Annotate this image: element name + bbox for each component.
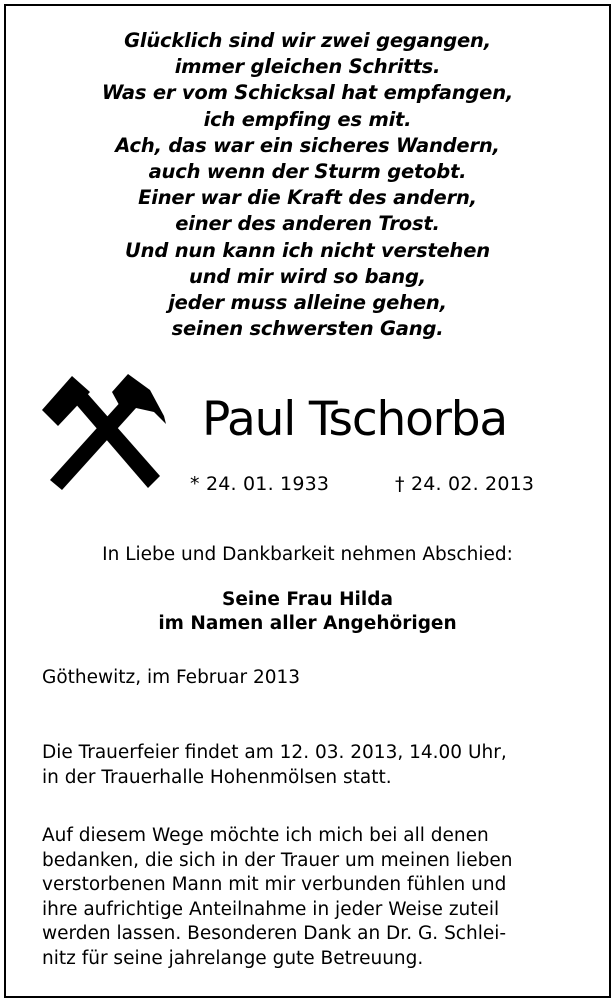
poem-line: Was er vom Schicksal hat empfangen,	[101, 81, 514, 105]
deceased-name: Paul Tschorba	[202, 392, 507, 447]
poem-line: einer des anderen Trost.	[175, 212, 440, 236]
poem	[6, 28, 609, 342]
poem-line: seinen schwersten Gang.	[171, 317, 444, 341]
poem-line: Und nun kann ich nicht verstehen	[125, 238, 490, 262]
poem-line: immer gleichen Schritts.	[174, 55, 441, 79]
poem-line: Glücklich sind wir zwei gegangen,	[124, 29, 491, 52]
poem-line: jeder muss alleine gehen,	[168, 291, 447, 315]
obituary-notice	[4, 4, 611, 998]
thanks-line: Auf diesem Wege möchte ich mich bei all denen	[42, 825, 489, 846]
poem-line: auch wenn der Sturm getobt.	[148, 160, 467, 184]
thanks-paragraph	[42, 824, 582, 971]
poem-line: ich empfing es mit.	[203, 107, 412, 131]
poem-line: und mir wird so bang,	[189, 264, 426, 288]
signers	[6, 588, 609, 636]
poem-line: Ach, das war ein sicheres Wandern,	[115, 133, 500, 157]
thanks-line: nitz für seine jahrelange gute Betreuung.	[42, 947, 424, 969]
thanks-line: bedanken, die sich in der Trauer um meinen lieben	[42, 849, 513, 871]
birth-date: * 24. 01. 1933	[190, 473, 330, 495]
hammer-and-pick-icon	[40, 372, 168, 496]
thanks-line: ihre aufrichtige Anteilnahme in jeder Weise zuteil	[42, 898, 500, 920]
thanks-line: werden lassen. Besonderen Dank an Dr. G. Schlei-	[42, 923, 507, 944]
signer-line: Seine Frau Hilda	[222, 589, 393, 610]
death-date: † 24. 02. 2013	[395, 473, 535, 495]
farewell-line: In Liebe und Dankbarkeit nehmen Abschied:	[102, 544, 513, 565]
funeral-line: in der Trauerhalle Hohenmölsen statt.	[42, 767, 392, 788]
place-and-date: Göthewitz, im Februar 2013	[42, 667, 301, 688]
signer-line: im Namen aller Angehörigen	[158, 613, 457, 634]
funeral-notice	[42, 740, 582, 790]
poem-line: Einer war die Kraft des andern,	[138, 186, 477, 210]
thanks-line: verstorbenen Mann mit mir verbunden fühlen und	[42, 874, 507, 895]
funeral-line: Die Trauerfeier findet am 12. 03. 2013, 14.00 Uhr,	[42, 742, 507, 763]
